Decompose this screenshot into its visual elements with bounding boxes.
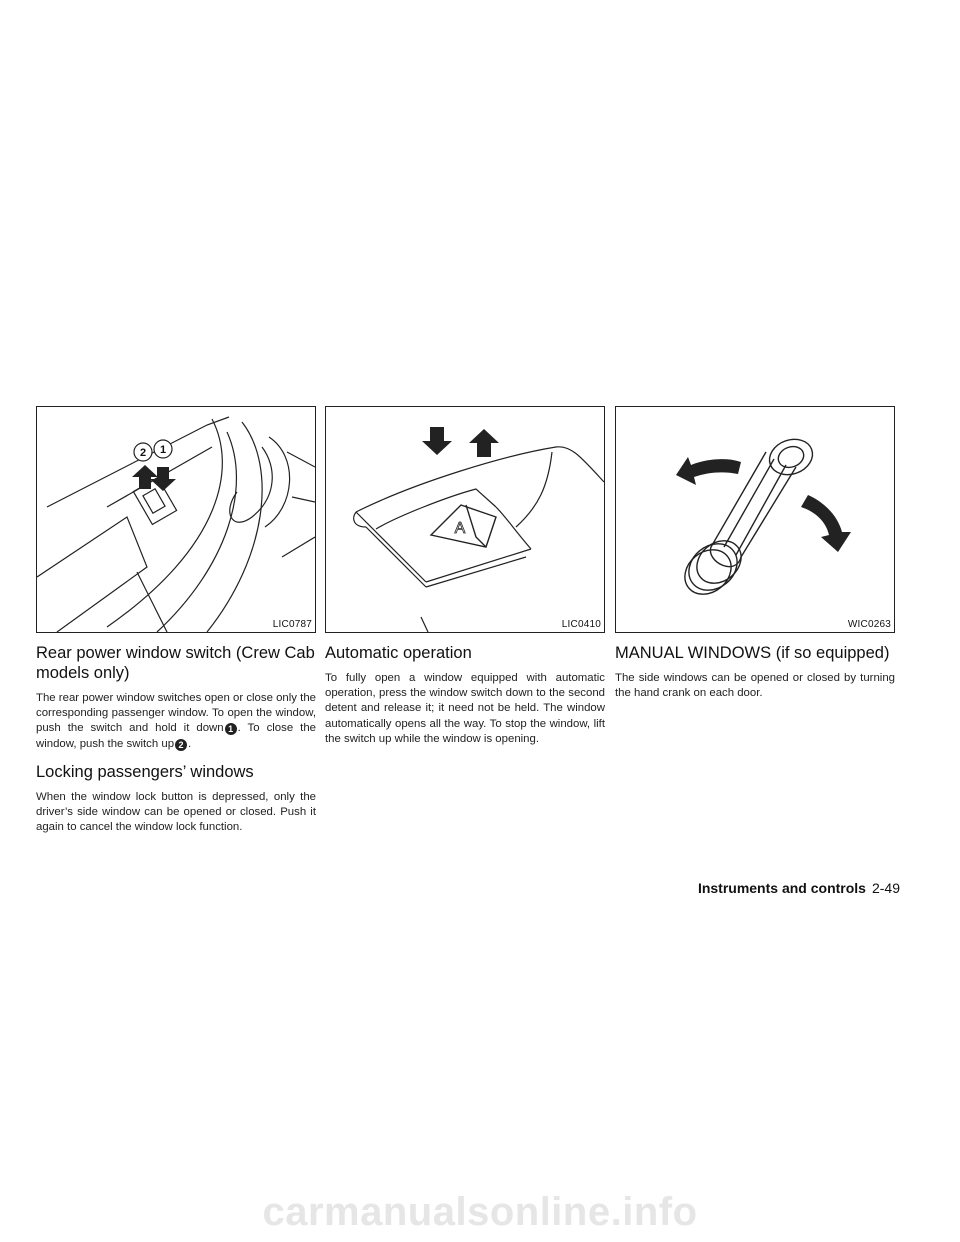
arrow-down-icon — [422, 427, 452, 455]
label-1: 1 — [159, 444, 167, 456]
paragraph-automatic-operation: To fully open a window equipped with automatic operation, press the window switch down to the second detent and release it; it need not be held. The window automatically opens all the way. To stop the window, lift the switch up while the window is opening. — [325, 672, 605, 745]
column-manual-windows — [615, 406, 895, 709]
hand-crank-illustration — [616, 407, 894, 632]
footer-section-title: Instruments and controls — [697, 880, 866, 896]
rear-window-switch-illustration — [37, 407, 315, 632]
arrow-down-icon — [150, 467, 176, 491]
heading-automatic-operation: Automatic operation — [325, 644, 472, 662]
paragraph-rear-power-window — [36, 691, 316, 752]
heading-rear-power-window: Rear power window switch (Crew Cab models only) — [36, 644, 315, 682]
figure-rear-window-switch — [36, 406, 316, 633]
heading-manual-windows: MANUAL WINDOWS (if so equipped) — [615, 644, 890, 662]
figure-code: LIC0410 — [561, 619, 601, 630]
label-2: 2 — [139, 447, 147, 459]
page-footer — [600, 880, 900, 896]
automatic-switch-illustration — [326, 407, 604, 632]
paragraph-manual-windows: The side windows can be opened or closed by turning the hand crank on each door. — [615, 672, 895, 700]
figure-code: LIC0787 — [272, 619, 312, 630]
heading-locking-windows: Locking passengers’ windows — [36, 762, 254, 781]
column-rear-power-window — [36, 406, 316, 843]
paragraph-locking-windows: When the window lock button is depressed, only the driver’s side window can be opened or closed. Push it again to cancel the window lock function. — [36, 790, 316, 834]
text-part: The rear power window switches open or close only the corresponding passenger window. To open the window, push the switch and hold it down — [36, 692, 316, 735]
column-automatic-operation — [325, 406, 605, 755]
curved-arrow-icon — [676, 457, 741, 485]
figure-automatic-switch — [325, 406, 605, 633]
arrow-up-icon — [132, 465, 158, 489]
figure-hand-crank — [615, 406, 895, 633]
text-part: . To close the window, push the switch up — [36, 722, 316, 750]
page-number: 2-49 — [871, 880, 900, 896]
switch-letter-a: A — [454, 520, 466, 537]
curved-arrow-icon — [801, 495, 851, 552]
circled-number-1: 1 — [225, 723, 237, 735]
arrow-up-icon — [469, 429, 499, 457]
figure-code: WIC0263 — [847, 619, 891, 630]
circled-number-2: 2 — [175, 739, 187, 751]
text-part: . — [188, 737, 192, 750]
watermark: carmanualsonline.info — [262, 1190, 698, 1234]
